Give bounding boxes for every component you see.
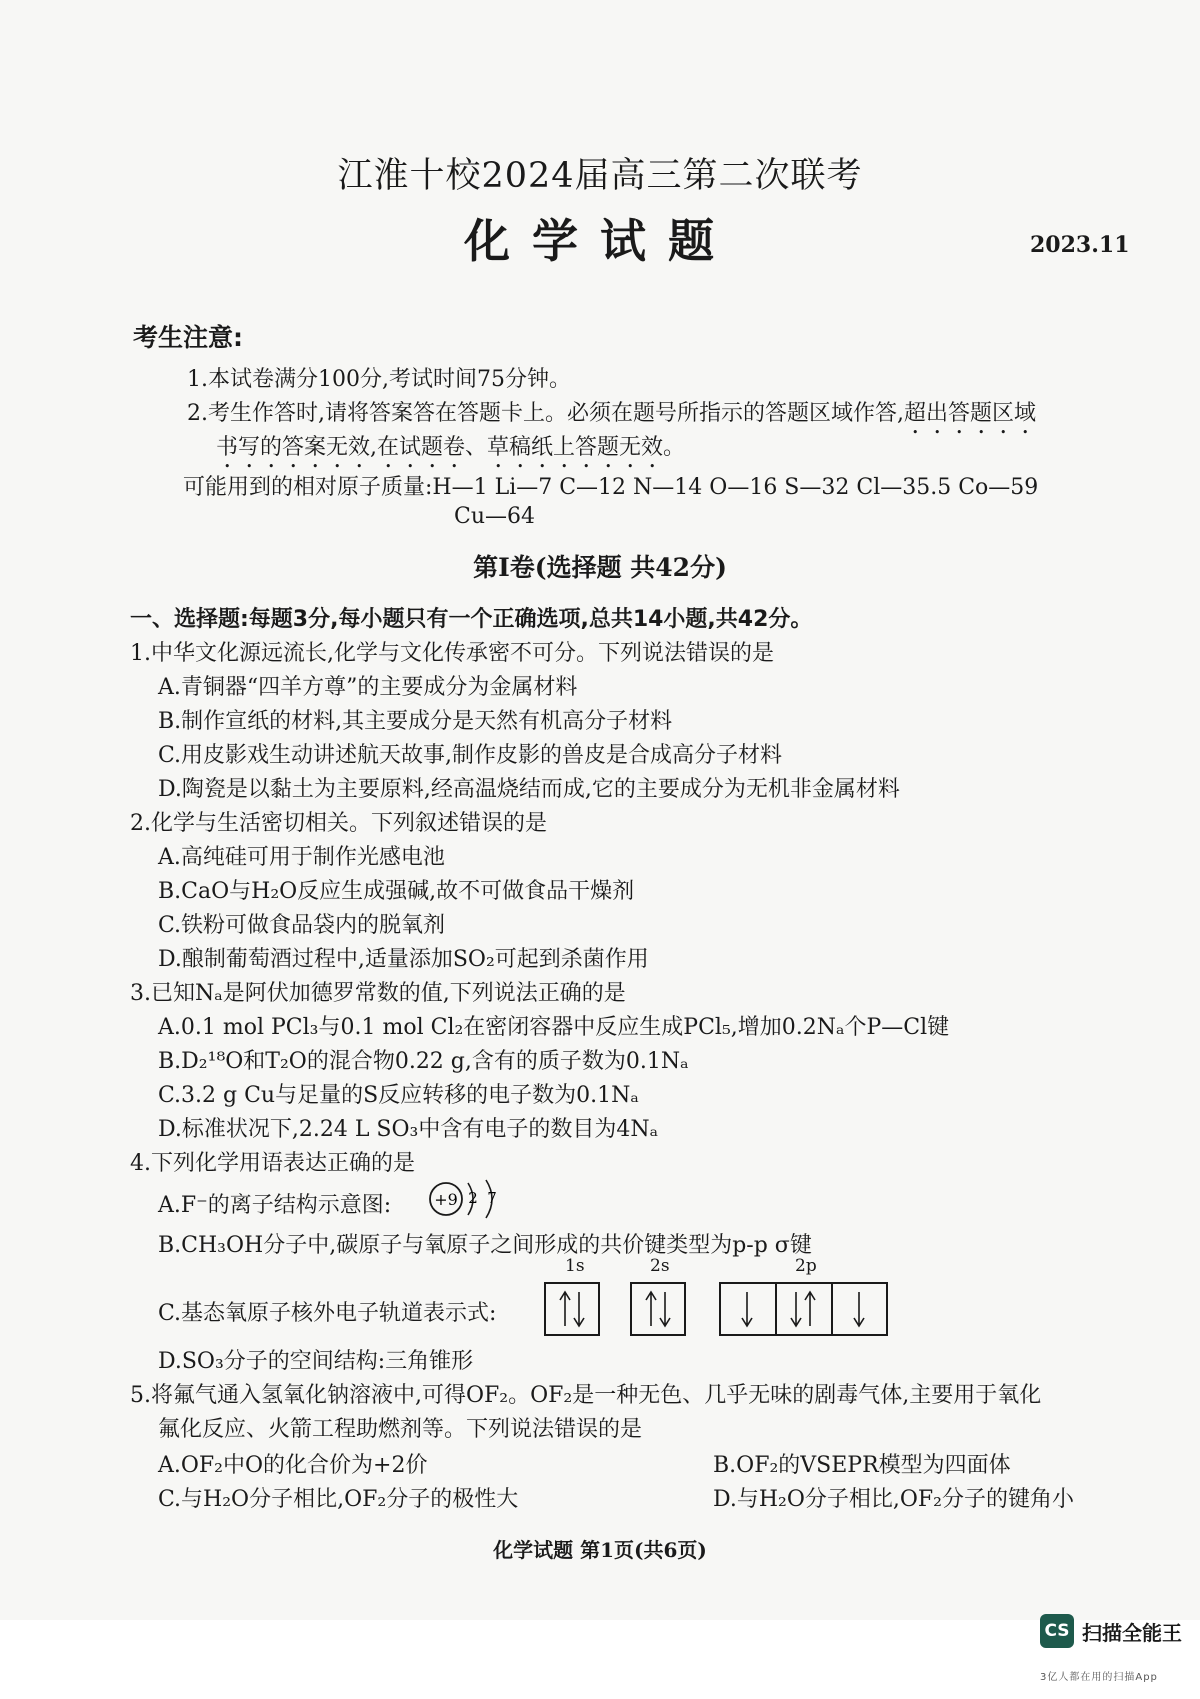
question-5-option-b: B.OF₂的VSEPR模型为四面体	[713, 1453, 1011, 1478]
question-2-option-c: C.铁粉可做食品袋内的脱氧剂	[158, 913, 446, 938]
notice-item-2-emphasis: 超出答题区域	[903, 401, 1036, 426]
question-5-stem-line-2: 氟化反应、火箭工程助燃剂等。下列说法错误的是	[158, 1417, 643, 1442]
question-1-option-a: A.青铜器“四羊方尊”的主要成分为金属材料	[158, 675, 578, 700]
question-4-stem: 4.下列化学用语表达正确的是	[130, 1151, 415, 1176]
question-5-stem-line-1: 5.将氟气通入氢氧化钠溶液中,可得OF₂。OF₂是一种无色、几乎无味的剧毒气体,主要用于氧化	[130, 1383, 1042, 1408]
notice-item-2-continued: 书写的答案无效,在试题卷、草稿纸上答题无效。	[216, 435, 685, 460]
question-1-stem: 1.中华文化源远流长,化学与文化传承密不可分。下列说法错误的是	[130, 641, 774, 666]
question-3-option-a: A.0.1 mol PCl₃与0.1 mol Cl₂在密闭容器中反应生成PCl₅,增加0.2Nₐ个P—Cl键	[158, 1015, 950, 1040]
question-5-option-a: A.OF₂中O的化合价为+2价	[158, 1453, 428, 1478]
question-1-option-d: D.陶瓷是以黏土为主要原料,经高温烧结而成,它的主要成分为无机非金属材料	[158, 777, 900, 802]
electron-2p-3	[833, 1284, 885, 1334]
question-2-option-b: B.CaO与H₂O反应生成强碱,故不可做食品干燥剂	[158, 879, 635, 904]
electron-pair-1s	[546, 1284, 598, 1334]
question-1-option-c: C.用皮影戏生动讲述航天故事,制作皮影的兽皮是合成高分子材料	[158, 743, 783, 768]
orbital-2p-cell-2	[777, 1284, 833, 1334]
orbital-2p-cell-1	[721, 1284, 777, 1334]
question-2-option-d: D.酿制葡萄酒过程中,适量添加SO₂可起到杀菌作用	[158, 947, 649, 972]
atomic-masses-line-2: Cu—64	[454, 504, 535, 529]
question-3-option-d: D.标准状况下,2.24 L SO₃中含有电子的数目为4Nₐ	[158, 1117, 659, 1142]
notice-item-1: 1.本试卷满分100分,考试时间75分钟。	[187, 367, 571, 392]
section-heading: 第Ⅰ卷(选择题 共42分)	[473, 553, 727, 582]
exam-subtitle: 江淮十校2024届高三第二次联考	[337, 156, 863, 196]
atomic-masses-line-1: 可能用到的相对原子质量:H—1 Li—7 C—12 N—14 O—16 S—32 Cl—35.5 Co—59	[183, 475, 1039, 500]
camscanner-tagline: 3亿人都在用的扫描App	[1040, 1672, 1158, 1683]
electron-pair-2p-2	[777, 1284, 831, 1334]
orbital-2p-cell-3	[833, 1284, 886, 1334]
orbital-box-2p	[719, 1282, 888, 1336]
question-4-option-a: A.F⁻的离子结构示意图:	[158, 1193, 392, 1218]
question-3-option-b: B.D₂¹⁸O和T₂O的混合物0.22 g,含有的质子数为0.1Nₐ	[158, 1049, 689, 1074]
camscanner-brand-name: 扫描全能王	[1082, 1621, 1182, 1645]
electron-pair-2s	[632, 1284, 684, 1334]
exam-title: 化学试题	[464, 214, 736, 268]
question-2-stem: 2.化学与生活密切相关。下列叙述错误的是	[130, 811, 547, 836]
nucleus-charge: +9	[434, 1190, 458, 1209]
electron-2p-1	[721, 1284, 775, 1334]
question-1-option-b: B.制作宣纸的材料,其主要成分是天然有机高分子材料	[158, 709, 673, 734]
question-4-option-b: B.CH₃OH分子中,碳原子与氧原子之间形成的共价键类型为p-p σ键	[158, 1233, 812, 1258]
question-2-option-a: A.高纯硅可用于制作光感电池	[158, 845, 445, 870]
part-title: 一、选择题:每题3分,每小题只有一个正确选项,总共14小题,共42分。	[130, 607, 813, 632]
question-5-option-c: C.与H₂O分子相比,OF₂分子的极性大	[158, 1487, 519, 1512]
question-4-option-c: C.基态氧原子核外电子轨道表示式:	[158, 1301, 497, 1326]
camscanner-logo-icon: CS	[1040, 1614, 1074, 1648]
notice-item-2-text: 2.考生作答时,请将答案答在答题卡上。必须在题号所指示的答题区域作答,	[187, 401, 904, 426]
orbital-label-1s: 1s	[565, 1256, 585, 1276]
question-3-stem: 3.已知Nₐ是阿伏加德罗常数的值,下列说法正确的是	[130, 981, 626, 1006]
electron-shell-count-2: 7	[487, 1189, 497, 1207]
question-3-option-c: C.3.2 g Cu与足量的S反应转移的电子数为0.1Nₐ	[158, 1083, 639, 1108]
notice-heading: 考生注意:	[133, 323, 243, 352]
orbital-label-2p: 2p	[795, 1256, 817, 1276]
exam-date: 2023.11	[1030, 232, 1130, 258]
question-4-option-d: D.SO₃分子的空间结构:三角锥形	[158, 1349, 474, 1374]
ion-structure-diagram	[426, 1176, 508, 1222]
electron-shell-count-1: 2	[468, 1189, 478, 1207]
page-footer: 化学试题 第1页(共6页)	[493, 1538, 707, 1562]
orbital-label-2s: 2s	[650, 1256, 670, 1276]
orbital-box-1s	[544, 1282, 600, 1336]
orbital-box-2s	[630, 1282, 686, 1336]
question-5-option-d: D.与H₂O分子相比,OF₂分子的键角小	[713, 1487, 1075, 1512]
